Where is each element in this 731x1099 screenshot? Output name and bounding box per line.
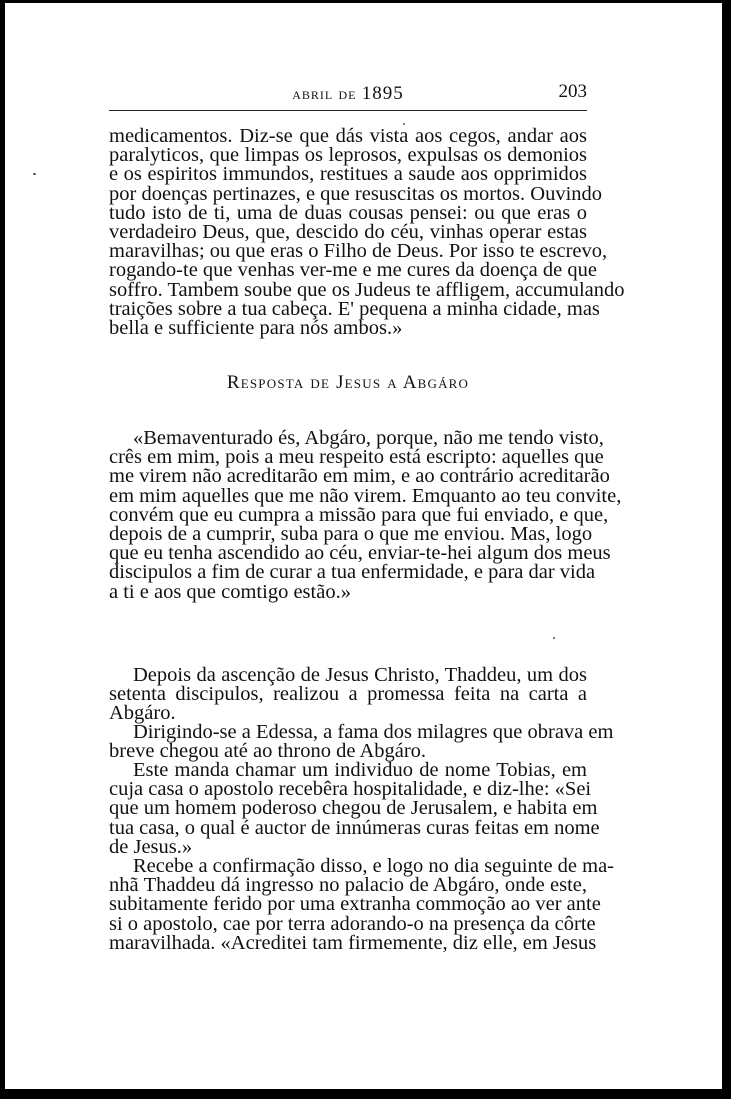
paper-speck	[553, 637, 555, 639]
text-line: verdadeiro Deus, que, descido do céu, vinhas operar estas	[109, 221, 587, 244]
text-line: e os espiritos immundos, restitues a saude aos opprimidos	[109, 163, 587, 186]
text-line: de Jesus.»	[109, 835, 193, 858]
text-line: Recebe a confirmação disso, e logo no dia seguinte de ma-	[133, 855, 615, 877]
paragraph-ascension	[109, 666, 587, 724]
header-rule	[109, 110, 587, 111]
text-line: crês em mim, pois a meu respeito está escripto: aquelles que	[109, 446, 604, 469]
text-line: traições sobre a tua cabeça. E' pequena a minha cidade, mas	[109, 297, 600, 320]
text-line: paralyticos, que limpas os leprosos, expulsas os demonios	[109, 144, 587, 167]
text-line: Este manda chamar um individuo de nome Tobias, em	[133, 759, 587, 781]
text-line: bella e sufficiente para nós ambos.»	[109, 317, 403, 340]
paragraph-tobias	[109, 759, 600, 858]
text-line: rogando-te que venhas ver-me e me cures da doença de que	[109, 259, 597, 282]
paragraph-letter-end	[109, 125, 625, 340]
section-heading: Resposta de Jesus a Abgáro	[226, 372, 470, 393]
text-line: soffro. Tambem soube que os Judeus te affligem, accumulando	[109, 278, 625, 301]
text-line: si o apostolo, cae por terra adorando-o na presença da côrte	[109, 912, 596, 935]
text-line: depois de a cumprir, suba para o que me enviou. Mas, logo	[109, 523, 593, 546]
paragraph-thaddeus-palace	[109, 855, 615, 954]
text-line: maravilhas; ou que eras o Filho de Deus. Por isso te escrevo,	[109, 240, 608, 263]
text-line: tua casa, o qual é auctor de innúmeras curas feitas em nome	[109, 816, 600, 839]
paragraph-jesus-reply	[109, 427, 622, 603]
text-line: Depois da ascenção de Jesus Christo, Thaddeu, um dos	[133, 664, 587, 686]
text-line: em mim aquelles que me não virem. Emquanto ao teu convite,	[109, 484, 622, 507]
text-line: me virem não acreditarão em mim, e ao contrário acreditarão	[109, 465, 610, 488]
text-line: por doenças pertinazes, e que resuscitas os mortos. Ouvindo	[109, 182, 603, 205]
text-line: Abgáro.	[109, 702, 176, 725]
page-number: 203	[558, 81, 587, 102]
text-line: «Bemaventurado és, Abgáro, porque, não me tendo visto,	[133, 427, 604, 449]
running-title	[109, 83, 587, 105]
text-line: convém que eu cumpra a missão para que fui enviado, e que,	[109, 503, 609, 526]
text-line: a ti e aos que comtigo estão.»	[109, 580, 351, 603]
text-line: cuja casa o apostolo recebêra hospitalidade, e diz-lhe: «Sei	[109, 778, 592, 801]
text-line: discipulos a fim de curar a tua enfermidade, e para dar vida	[109, 561, 596, 584]
paper-speck	[403, 123, 405, 125]
paper-speck	[33, 173, 36, 175]
text-line: Dirigindo-se a Edessa, a fama dos milagres que obrava em	[133, 721, 614, 743]
text-line: que eu tenha ascendido ao céu, enviar-te-hei algum dos meus	[109, 542, 611, 565]
paragraph-edessa	[109, 721, 614, 763]
running-title-year: 1895	[361, 83, 404, 104]
text-line: que um homem poderoso chegou de Jerusalem, e habita em	[109, 797, 598, 820]
text-line: breve chegou até ao throno de Abgáro.	[109, 740, 427, 763]
text-line: subitamente ferido por uma extranha commoção ao ver ante	[109, 893, 601, 916]
text-line: maravilhada. «Acreditei tam firmemente, diz elle, em Jesus	[109, 931, 597, 954]
text-line: medicamentos. Diz-se que dás vista aos cegos, andar aos	[109, 125, 587, 147]
text-line: setenta discipulos, realizou a promessa feita na carta a	[109, 683, 587, 706]
running-title-month: abril de	[292, 84, 357, 103]
text-line: nhã Thaddeu dá ingresso no palacio de Abgáro, onde este,	[109, 874, 587, 897]
text-line: tudo isto de ti, uma de duas cousas pensei: ou que eras o	[109, 201, 587, 224]
